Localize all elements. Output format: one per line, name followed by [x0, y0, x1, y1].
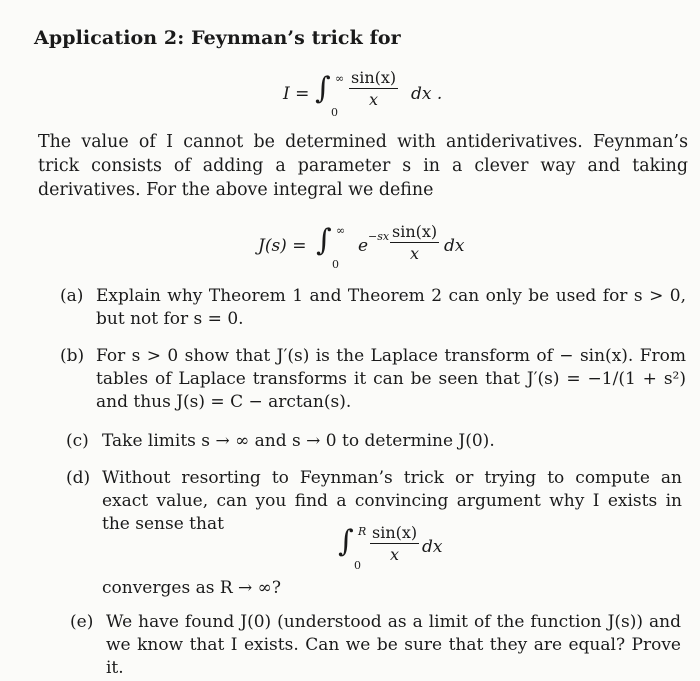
- list-item-b: [60, 345, 685, 417]
- item-text: Explain why Theorem 1 and Theorem 2 can only be used for s > 0, but not for s = 0.: [96, 286, 686, 329]
- denominator: x: [410, 244, 420, 263]
- integral-sign: ∫: [315, 71, 331, 106]
- numerator: sin(x): [351, 68, 397, 87]
- intro-paragraph: The value of I cannot be determined with antiderivatives. Feynman’s trick consists of adding a parameter s in a clever way and taking derivatives. For the above integral we define: [38, 132, 688, 200]
- differential: dx: [444, 236, 465, 256]
- differential: dx: [422, 537, 443, 557]
- item-label: (b): [60, 346, 85, 366]
- numerator: sin(x): [392, 222, 438, 241]
- lower-limit: 0: [354, 559, 361, 572]
- exp-power: −sx: [368, 230, 390, 243]
- eq-I-lhs: I =: [283, 84, 310, 104]
- converges-line: [102, 577, 402, 601]
- converges-text: converges as R → ∞?: [102, 578, 281, 598]
- denominator: x: [369, 90, 379, 109]
- upper-limit: ∞: [336, 224, 346, 237]
- integral-J-equation: [258, 222, 478, 278]
- fraction: [370, 523, 419, 564]
- upper-limit: ∞: [335, 72, 345, 85]
- integral-sign: ∫: [316, 223, 332, 258]
- integral-I-equation: [283, 68, 453, 124]
- item-text: We have found J(0) (understood as a limit of the function J(s)) and we know that I exists. Can we be sure that they are equal? Prove it.: [106, 612, 681, 678]
- differential: dx .: [411, 84, 443, 104]
- item-label: (e): [70, 612, 94, 632]
- item-label: (a): [60, 286, 84, 306]
- list-item-e: [70, 611, 685, 678]
- denominator: x: [390, 545, 400, 564]
- item-text: For s > 0 show that J′(s) is the Laplace transform of − sin(x). From tables of Laplace transforms it can be seen that J′(s) = −1/(1 + s²) and thus J(s) = C − arctan(s).: [96, 346, 686, 412]
- fraction: [390, 222, 439, 263]
- exp-base: e: [358, 236, 369, 256]
- integral-sign: ∫: [338, 524, 354, 559]
- item-label: (d): [66, 468, 91, 488]
- lower-limit: 0: [332, 258, 339, 271]
- lower-limit: 0: [331, 106, 338, 119]
- item-text: Without resorting to Feynman’s trick or trying to compute an exact value, can you find a convincing argument why I exists in the sense that: [102, 468, 682, 534]
- list-item-a: [60, 285, 685, 333]
- item-label: (c): [66, 431, 89, 451]
- section-title: Application 2: Feynman’s trick for: [34, 27, 401, 49]
- eq-J-lhs: J(s) =: [258, 236, 307, 256]
- upper-limit: R: [358, 525, 367, 538]
- list-item-c: [66, 430, 686, 454]
- integral-R-equation: [338, 523, 458, 575]
- item-text: Take limits s → ∞ and s → 0 to determine J(0).: [102, 431, 495, 451]
- fraction: [349, 68, 398, 109]
- numerator: sin(x): [372, 523, 418, 542]
